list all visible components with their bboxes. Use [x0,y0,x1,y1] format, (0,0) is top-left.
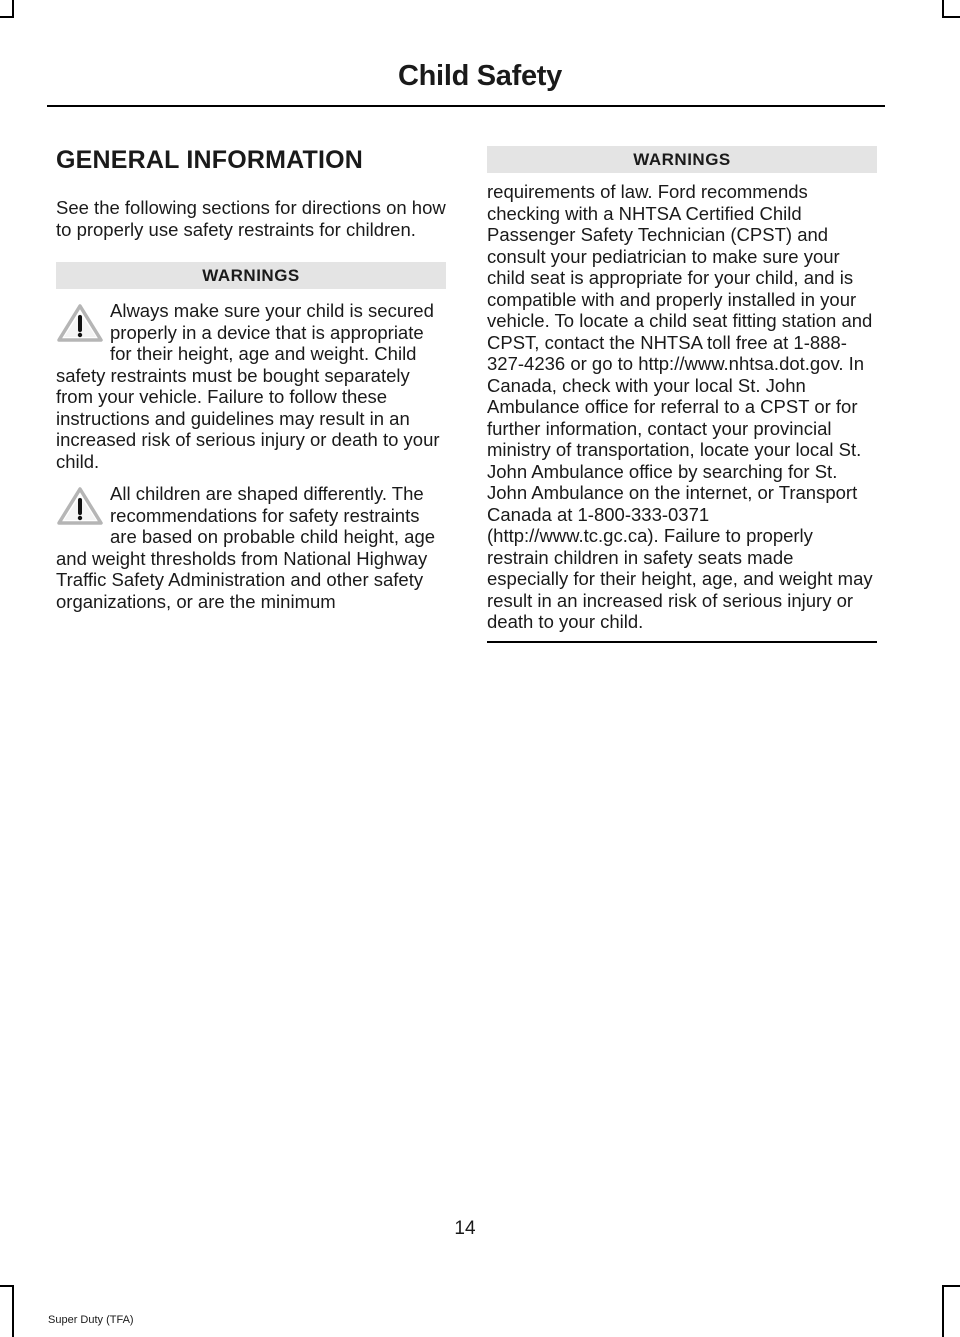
warning-item [56,483,446,612]
header-divider [47,105,885,107]
warnings-box [56,262,446,612]
intro-paragraph: See the following sections for directions on how to properly use safety restraints for children. [56,197,446,240]
warnings-header: WARNINGS [56,262,446,289]
section-heading: GENERAL INFORMATION [56,146,364,174]
warning-triangle-icon [56,303,104,343]
warning-triangle-icon [56,486,104,526]
warning-item [56,300,446,472]
chapter-title: Child Safety [398,60,562,92]
right-column [487,146,877,643]
footer-model: Super Duty (TFA) [48,1314,134,1326]
page-number: 14 [454,1218,476,1239]
crop-mark [942,1285,944,1337]
crop-mark [0,16,14,18]
crop-mark [942,1285,960,1287]
warning-text-continued: requirements of law. Ford recommends checking with a NHTSA Certified Child Passenger Safety Technician (CPST) and consult your pediatrician to make sure your child seat is appropriate for your child, and is compatible with and properly installed in your vehicle. To locate a child seat fitting station and CPST, contact the NHTSA toll free at 1-888-327-4236 or go to http://www.nhtsa.dot.gov. In Canada, check with your local St. John Ambulance office for referral to a CPST or for further information, contact your provincial ministry of transportation, locate your local St. John Ambulance office by searching for St. John Ambulance on the internet, or Transport Canada at 1-800-333-0371 (http://www.tc.gc.ca). Failure to properly restrain children in safety seats made especially for their height, age, and weight may result in an increased risk of serious injury or death to your child. [487,181,873,632]
warning-text: All children are shaped differently. The recommendations for safety restraints are based on probable child height, age and weight thresholds from National Highway Traffic Safety Administration and other safety organizations, or are the minimum [56,483,436,612]
crop-mark [942,16,960,18]
warnings-end-divider [487,641,877,643]
crop-mark [12,1285,14,1337]
left-column [56,146,446,612]
warnings-header: WARNINGS [487,146,877,173]
warning-text: Always make sure your child is secured properly in a device that is appropriate for their height, age and weight. Child safety restraints must be bought separately from your vehicle. Failure to follow these instructions and guidelines may result in an increased risk of serious injury or death to your child. [56,300,440,472]
